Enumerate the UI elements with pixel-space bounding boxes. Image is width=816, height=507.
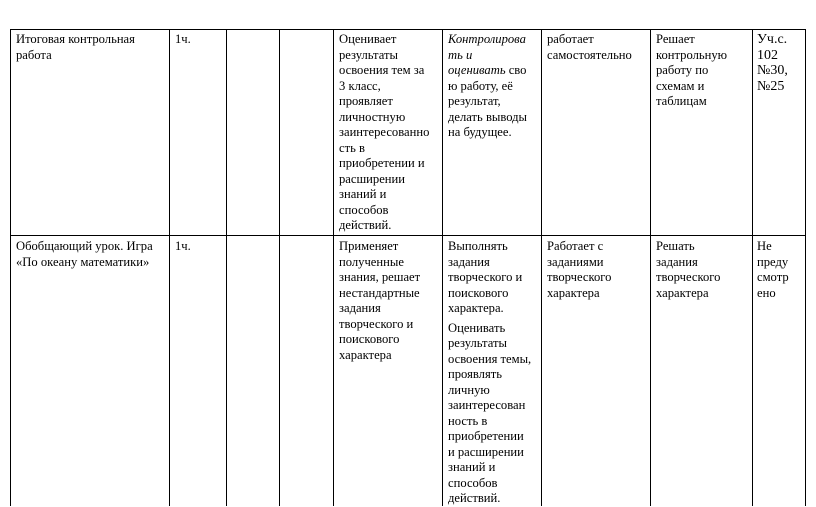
personal-line: характера [339, 347, 392, 362]
personal-line: освоения тем за [339, 63, 425, 77]
table-row [0, 0, 816, 235]
regulative-line: характера. [448, 301, 504, 315]
activity-cell [656, 239, 751, 301]
regulative-line: действий. [448, 491, 501, 505]
activity-line: таблицам [656, 94, 707, 108]
personal-line: знания, решает [339, 270, 421, 284]
personal-line: заинтересованно [339, 125, 430, 139]
activity-cell [656, 32, 751, 110]
homework-line: ено [757, 285, 776, 300]
regulative-line: и расширении [448, 444, 524, 459]
topic-line: «По океану математики» [16, 254, 150, 269]
personal-line: сть в [339, 140, 365, 155]
homework-line: №25 [757, 78, 785, 94]
regulative-line: на будущее. [448, 125, 512, 139]
personal-line: нестандартные [339, 285, 420, 300]
homework-line: 102 [757, 47, 778, 63]
regulative-line: знаний и [448, 460, 496, 474]
personal-result-cell [339, 239, 441, 363]
personal-line: Применяет [339, 239, 399, 253]
homework-cell [757, 239, 804, 301]
form-cell [547, 32, 649, 63]
regulative-line: задания [448, 254, 490, 269]
personal-line: полученные [339, 254, 404, 269]
regulative-line: результат, [448, 94, 501, 108]
regulative-line: освоения темы, [448, 351, 532, 366]
personal-line: способов [339, 202, 389, 217]
personal-line: поискового [339, 332, 400, 346]
regulative-cell [448, 32, 540, 141]
personal-line: 3 класс, [339, 78, 381, 93]
activity-line: схемам и [656, 78, 705, 93]
regulative-line: способов [448, 475, 498, 490]
regulative-line: заинтересован [448, 398, 526, 412]
homework-line: преду [757, 254, 789, 269]
activity-line: задания [656, 254, 698, 269]
homework-line: Уч.с. [757, 32, 788, 47]
homework-line: №30, [757, 63, 788, 78]
personal-line: творческого и [339, 316, 414, 331]
regulative-line: приобретении [448, 429, 524, 443]
form-line: заданиями [547, 254, 604, 269]
homework-cell [757, 32, 804, 94]
topic-cell [16, 32, 166, 63]
homework-line: Не [757, 239, 772, 253]
form-cell [547, 239, 649, 301]
activity-line: творческого [656, 270, 721, 284]
regulative-line: творческого и [448, 270, 523, 284]
form-line: Работает с [547, 239, 604, 253]
activity-line: Решает [656, 32, 695, 46]
activity-line: работу по [656, 63, 709, 77]
regulative-line: сво [508, 63, 527, 77]
personal-line: расширении [339, 171, 406, 186]
regulative-line: ю работу, её [448, 78, 513, 93]
personal-line: знаний и [339, 187, 387, 201]
regulative-cell [448, 239, 540, 507]
personal-line: результаты [339, 47, 398, 62]
activity-line: контрольную [656, 47, 728, 62]
regulative-line: поискового [448, 285, 509, 300]
topic-cell [16, 239, 168, 270]
hours-cell [175, 32, 223, 48]
form-line: творческого [547, 270, 612, 284]
hours-text: 1ч. [175, 239, 191, 253]
personal-line: приобретении и [339, 156, 425, 170]
personal-line: личностную [339, 109, 406, 124]
topic-text: Итоговая контрольная работа [16, 32, 135, 62]
activity-line: характера [656, 285, 709, 300]
regulative-line: ность в [448, 413, 488, 428]
personal-line: проявляет [339, 94, 393, 108]
regulative-line: результаты [448, 336, 507, 350]
form-line: характера [547, 285, 600, 300]
regulative-line: Оценивать [448, 320, 506, 335]
regulative-italic-line: Контролирова [448, 32, 526, 46]
regulative-italic-line: оценивать [448, 63, 506, 77]
personal-result-cell [339, 32, 441, 234]
hours-text: 1ч. [175, 32, 191, 46]
personal-line: задания [339, 301, 381, 315]
regulative-line: личную [448, 382, 490, 397]
topic-line: Обобщающий урок. Игра [16, 239, 153, 253]
personal-line: действий. [339, 218, 392, 232]
form-line: работает [547, 32, 594, 46]
hours-cell [175, 239, 223, 255]
activity-line: Решать [656, 239, 695, 253]
regulative-line: делать выводы [448, 109, 528, 124]
form-line: самостоятельно [547, 47, 632, 62]
regulative-line: Выполнять [448, 239, 508, 253]
personal-line: Оценивает [339, 32, 397, 46]
regulative-italic-line: ть и [448, 47, 473, 62]
homework-line: смотр [757, 270, 789, 284]
regulative-line: проявлять [448, 367, 502, 381]
table-row [0, 236, 816, 506]
